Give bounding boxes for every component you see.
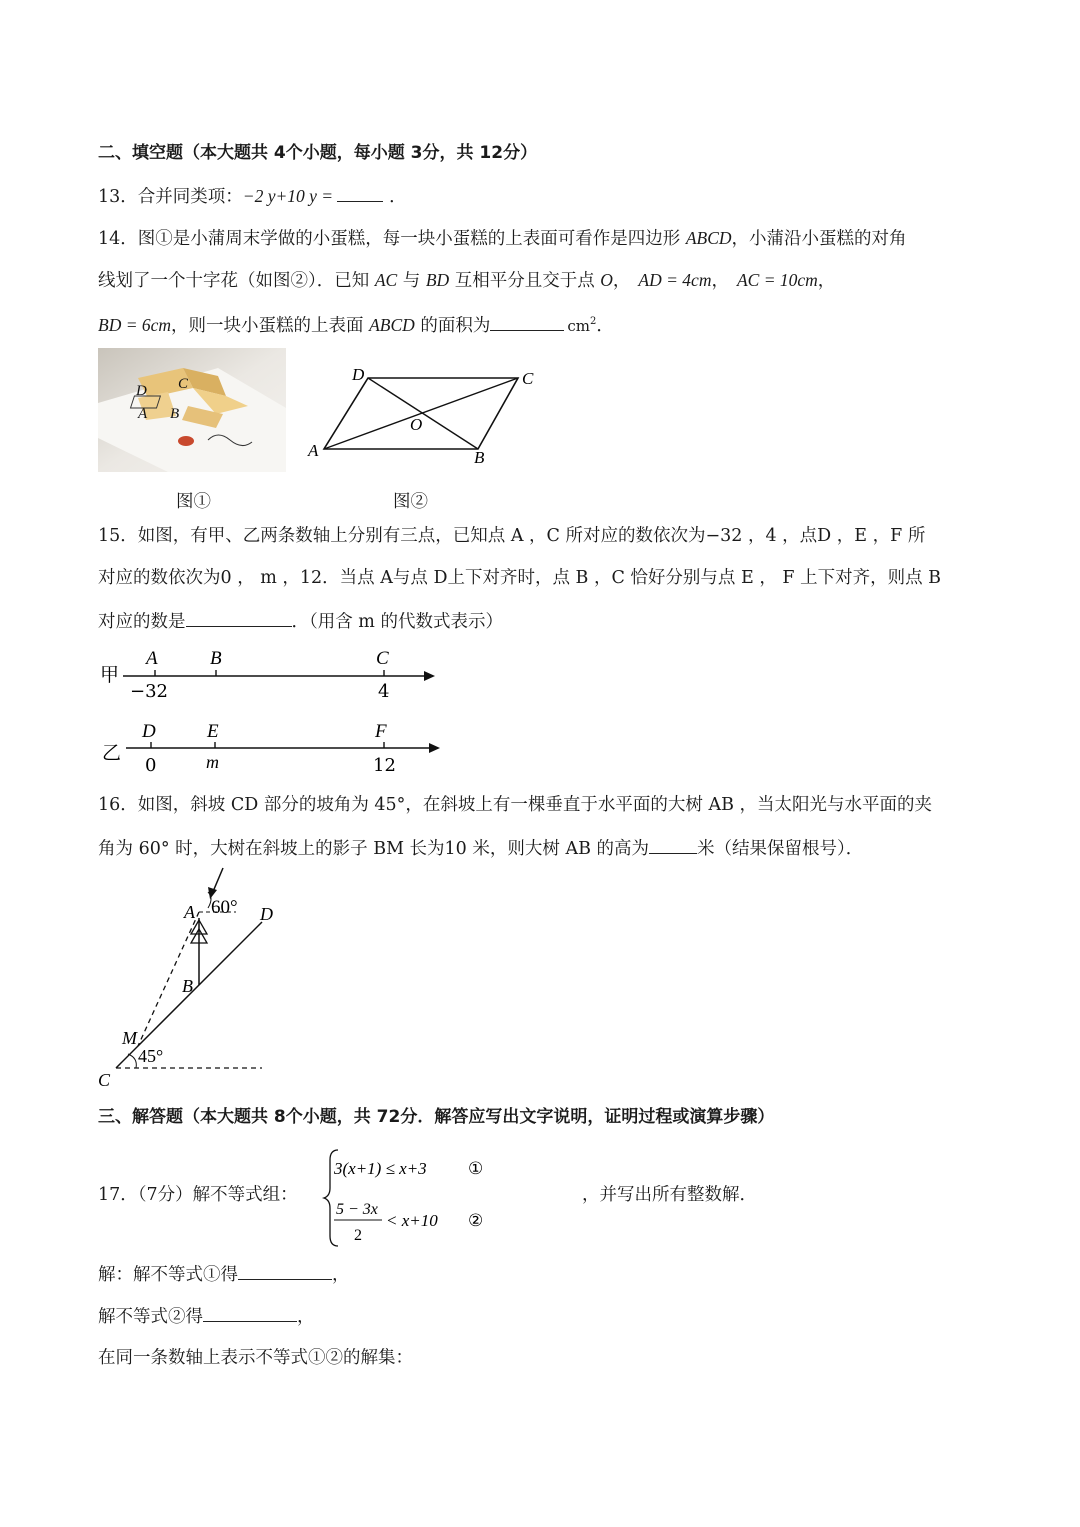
q15-answer-blank[interactable] [186,608,292,627]
q15-line1 [98,524,925,548]
q17-sol2-text: 解不等式②得 [98,1307,203,1327]
axis-yi-point-e: E [207,721,219,742]
axis-jia-value-a: −32 [130,681,168,702]
q14-ac10: AC = 10cm [736,270,818,290]
fig-label-b: B [182,976,193,996]
axis-yi-value-f: 12 [373,755,396,776]
axis-jia-point-c: C [376,648,389,669]
fig-label-a: A [184,902,195,922]
ineq2-rest: < x+10 [386,1211,438,1230]
fig-label-m: M [122,1028,137,1048]
axis-yi-value-d: 0 [145,755,157,776]
fig2-label-d: D [352,365,365,384]
q17-solution-2 [98,1303,315,1329]
photo-label-c: C [178,376,189,392]
inequality-system [326,1148,586,1248]
fig2-label-a: A [308,441,319,460]
q17-sol1-end: ， [332,1265,350,1285]
ineq2-denominator: 2 [354,1227,362,1244]
fig-label-d: D [260,904,273,924]
ineq1-tag: ① [468,1159,484,1178]
q16-number: 16． [98,795,138,815]
q14-line1 [98,226,907,251]
q17-sol2-end: ， [297,1307,315,1327]
q13-expression: −2 y+10 y = [242,186,334,206]
photo-label-b: B [170,406,180,422]
axis-yi-point-f: F [375,721,387,742]
fig2-label-o: O [410,415,423,434]
number-line-jia [98,645,458,705]
q14-line2-a: 线划了一个十字花（如图②）．已知 [98,271,375,291]
photo-label-a: A [138,406,148,422]
q14-abcd: ABCD [685,228,732,248]
q15-text-1: 如图，有甲、乙两条数轴上分别有三点，已知点 A ，C 所对应的数依次为−32 ，4 ，点D ，E ，F 所 [137,526,926,546]
q17-sol2-blank[interactable] [203,1303,297,1322]
q13-answer-blank[interactable] [337,183,383,202]
q17-sol1-text: 解：解不等式①得 [98,1265,238,1285]
section3-title: 三、解答题（本大题共 8个小题，共 72分．解答应写出文字说明，证明过程或演算步骤） [98,1107,775,1127]
axis-yi-point-d: D [142,721,156,742]
q14-line2-d: ， [612,271,631,291]
axis-yi-name: 乙 [102,742,122,764]
q14-line2 [98,268,835,293]
q14-bd6: BD = 6cm [98,314,172,335]
q14-text-b: ，小蒲沿小蛋糕的对角 [731,229,907,249]
axis-yi-value-e: m [206,752,219,772]
fig-label-60: 60° [211,897,238,918]
q13-number: 13． [98,187,138,207]
photo-label-d: D [136,383,147,399]
q17-solution-1 [98,1261,350,1287]
q17-intro-line [98,1183,298,1207]
fig2-label-c: C [522,369,534,388]
q15-number: 15． [98,526,138,546]
q17-tail: ，并写出所有整数解． [582,1185,757,1205]
q14-line3-a: ，则一块小蛋糕的上表面 [171,315,370,336]
q14-answer-blank[interactable] [490,312,564,331]
q16-line1 [98,793,932,817]
question-13 [98,183,407,209]
q14-ad: AD = 4cm [638,270,712,290]
q15-line3-b: ．（用含 m 的代数式表示） [291,612,503,632]
q15-line3 [98,608,503,634]
q14-line3 [98,310,614,338]
q14-unit: cm [567,316,590,335]
axis-jia-point-a: A [146,648,158,669]
q16-answer-blank[interactable] [649,835,697,854]
axis-jia-value-c: 4 [378,681,390,702]
q16-line2 [98,835,863,861]
q14-line3-end: ． [596,315,614,336]
q14-o: O [600,270,613,290]
q17-number: 17． [98,1185,138,1205]
q17-solution-3: 在同一条数轴上表示不等式①②的解集： [98,1348,413,1368]
cake-photo [98,348,286,472]
ineq1: 3(x+1) ≤ x+3 [334,1159,427,1178]
axis-jia-point-b: B [210,648,222,669]
q15-line3-a: 对应的数是 [98,612,186,632]
parallelogram-figure [300,360,560,470]
q16-text-1: 如图，斜坡 CD 部分的坡角为 45°，在斜坡上有一棵垂直于水平面的大树 AB ，当太阳光与水平面的夹 [137,795,933,815]
fig2-caption: 图② [393,492,428,512]
q14-sep: ， [711,271,729,291]
ineq2-numerator: 5 − 3x [336,1201,378,1218]
q14-number: 14． [98,229,138,249]
fig2-label-b: B [474,448,485,467]
q14-ac: AC [374,270,398,290]
q15-line2: 对应的数依次为0 ， m ，12．当点 A与点 D上下对齐时，点 B ，C 恰好分别与点 E ， F 上下对齐，则点 B [98,568,942,588]
axis-jia-name: 甲 [100,664,120,686]
section2-title: 二、填空题（本大题共 4个小题，每小题 3分，共 12分） [98,143,538,163]
q13-end: ． [389,187,407,207]
q14-unit-sup: 2 [590,316,597,327]
q13-text: 合并同类项： [137,187,243,207]
slope-tree-figure [96,866,296,1091]
q14-line2-end: ， [817,271,836,291]
fig-label-c: C [98,1070,111,1090]
q14-text-a: 图①是小蒲周末学做的小蛋糕，每一块小蛋糕的上表面可看作是四边形 [137,229,686,249]
q16-line2-b: 米（结果保留根号）． [697,839,864,859]
number-line-yi [98,718,458,778]
q14-line2-c: 互相平分且交于点 [449,271,601,291]
q14-line3-b: 的面积为 [414,315,491,336]
q17-sol1-blank[interactable] [238,1261,332,1280]
q16-line2-a: 角为 60° 时，大树在斜坡上的影子 BM 长为10 米，则大树 AB 的高为 [98,839,650,859]
q17-intro: （7分）解不等式组： [137,1185,298,1205]
q14-abcd2: ABCD [369,314,415,335]
fig-label-45: 45° [138,1046,164,1066]
fig1-caption: 图① [176,492,211,512]
q14-bd: BD [425,270,450,290]
q14-line2-b: 与 [397,271,426,291]
ineq2-tag: ② [468,1211,484,1230]
